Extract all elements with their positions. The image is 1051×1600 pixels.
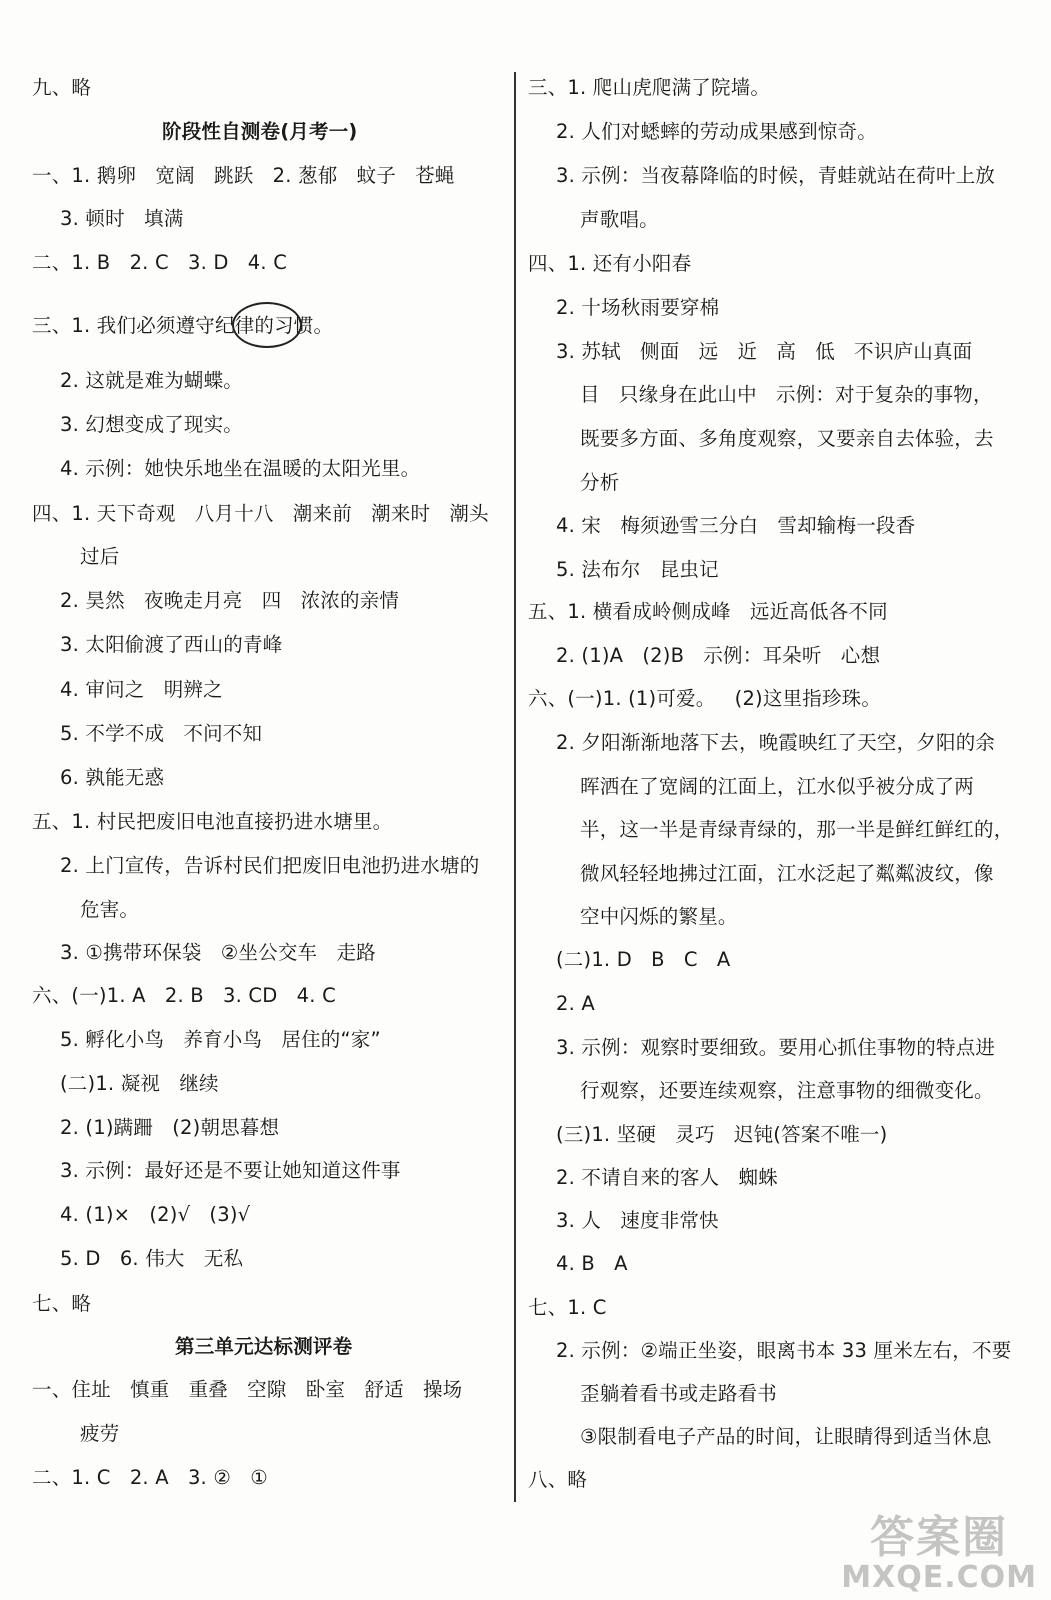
text-line: 5. D 6. 伟大 无私 [60,1247,244,1270]
text-line: 六、(一)1. (1)可爱。 (2)这里指珍珠。 [528,687,882,710]
text-line: 一、住址 慎重 重叠 空隙 卧室 舒适 操场 [32,1378,463,1401]
text-line: 3. 苏轼 侧面 远 近 高 低 不识庐山真面 [556,340,973,363]
handwritten-circle-mark [232,302,302,348]
text-line: 6. 孰能无惑 [60,766,165,789]
text-line: 四、1. 还有小阳春 [528,252,692,275]
text-line: 3. 示例：观察时要细致。要用心抓住事物的特点进 [556,1036,996,1059]
text-line: 2. 人们对蟋蟀的劳动成果感到惊奇。 [556,120,877,143]
text-line: 七、略 [32,1292,92,1315]
text-line: 三、1. 我们必须遵守纪律的习惯。 [32,314,334,337]
text-line: 四、1. 天下奇观 八月十八 潮来前 潮来时 潮头 [32,502,489,525]
text-line: 空中闪烁的繁星。 [580,905,738,928]
text-line: ③限制看电子产品的时间，让眼睛得到适当休息 [580,1425,992,1448]
watermark-line2: MXQE.COM [841,1560,1037,1595]
text-line: 4. 宋 梅须逊雪三分白 雪却输梅一段香 [556,514,916,537]
text-line: 2. (1)A (2)B 示例：耳朵听 心想 [556,644,881,667]
section-title: 第三单元达标测评卷 [175,1335,353,1358]
text-line: 行观察，还要连续观察，注意事物的细微变化。 [580,1079,994,1102]
text-line: 九、略 [32,76,92,99]
watermark-logo [841,1514,1037,1594]
text-line: 三、1. 爬山虎爬满了院墙。 [528,76,771,99]
text-line: 二、1. B 2. C 3. D 4. C [32,251,288,274]
text-line: 七、1. C [528,1296,607,1319]
text-line: 半，这一半是青绿青绿的，那一半是鲜红鲜红的， [580,818,1014,841]
text-line: 危害。 [80,898,140,921]
text-line: 声歌唱。 [580,208,659,231]
text-line: 过后 [80,545,120,568]
text-line: 目 只缘身在此山中 示例：对于复杂的事物， [580,383,993,406]
text-line: 既要多方面、多角度观察，又要亲自去体验，去 [580,427,994,450]
text-line: 4. 示例：她快乐地坐在温暖的太阳光里。 [60,457,421,480]
text-line: 2. 不请自来的客人 蜘蛛 [556,1166,778,1189]
text-line: (二)1. D B C A [556,948,731,971]
watermark-line1: 答案圈 [870,1512,1009,1563]
text-line: 微风轻轻地拂过江面，江水泛起了粼粼波纹，像 [580,862,994,885]
text-line: (二)1. 凝视 继续 [60,1072,219,1095]
text-line: 五、1. 村民把废旧电池直接扔进水塘里。 [32,810,393,833]
text-line: 3. 示例：最好还是不要让她知道这件事 [60,1159,401,1182]
text-line: 3. 幻想变成了现实。 [60,413,244,436]
text-line: 二、1. C 2. A 3. ② ① [32,1466,268,1489]
column-divider [514,72,516,1502]
text-line: 2. 示例：②端正坐姿，眼离书本 33 厘米左右，不要 [556,1339,1012,1362]
text-line: 2. A [556,992,595,1015]
text-line: 八、略 [528,1468,588,1491]
text-line: 2. 上门宣传，告诉村民们把废旧电池扔进水塘的 [60,854,480,877]
text-line: 2. 夕阳渐渐地落下去，晚霞映红了天空，夕阳的余 [556,731,996,754]
text-line: 2. (1)蹒跚 (2)朝思暮想 [60,1116,280,1139]
text-line: 4. B A [556,1252,628,1275]
text-line: 5. 孵化小鸟 养育小鸟 居住的“家” [60,1028,381,1051]
text-line: 4. (1)× (2)√ (3)√ [60,1203,251,1226]
text-line: 2. 十场秋雨要穿棉 [556,296,720,319]
text-line: 五、1. 横看成岭侧成峰 远近高低各不同 [528,600,888,623]
text-line: 5. 不学不成 不问不知 [60,722,263,745]
text-line: 3. 示例：当夜幕降临的时候，青蛙就站在荷叶上放 [556,164,996,187]
text-line: 疲劳 [80,1422,120,1445]
text-line: 3. 顿时 填满 [60,207,184,230]
text-line: 3. 人 速度非常快 [556,1209,719,1232]
text-line: 5. 法布尔 昆虫记 [556,558,719,581]
text-line: 2. 昊然 夜晚走月亮 四 浓浓的亲情 [60,589,400,612]
text-line: (三)1. 坚硬 灵巧 迟钝(答案不唯一) [556,1123,888,1146]
text-line: 2. 这就是难为蝴蝶。 [60,369,244,392]
text-line: 一、1. 鹅卵 宽阔 跳跃 2. 葱郁 蚊子 苍蝇 [32,164,455,187]
text-line: 3. 太阳偷渡了西山的青峰 [60,633,283,656]
text-line: 晖洒在了宽阔的江面上，江水似乎被分成了两 [580,775,975,798]
text-line: 歪躺着看书或走路看书 [580,1382,778,1405]
text-line: 六、(一)1. A 2. B 3. CD 4. C [32,984,336,1007]
text-line: 分析 [580,471,620,494]
section-title: 阶段性自测卷(月考一) [162,120,358,143]
text-line: 3. ①携带环保袋 ②坐公交车 走路 [60,941,376,964]
text-line: 4. 审问之 明辨之 [60,678,223,701]
